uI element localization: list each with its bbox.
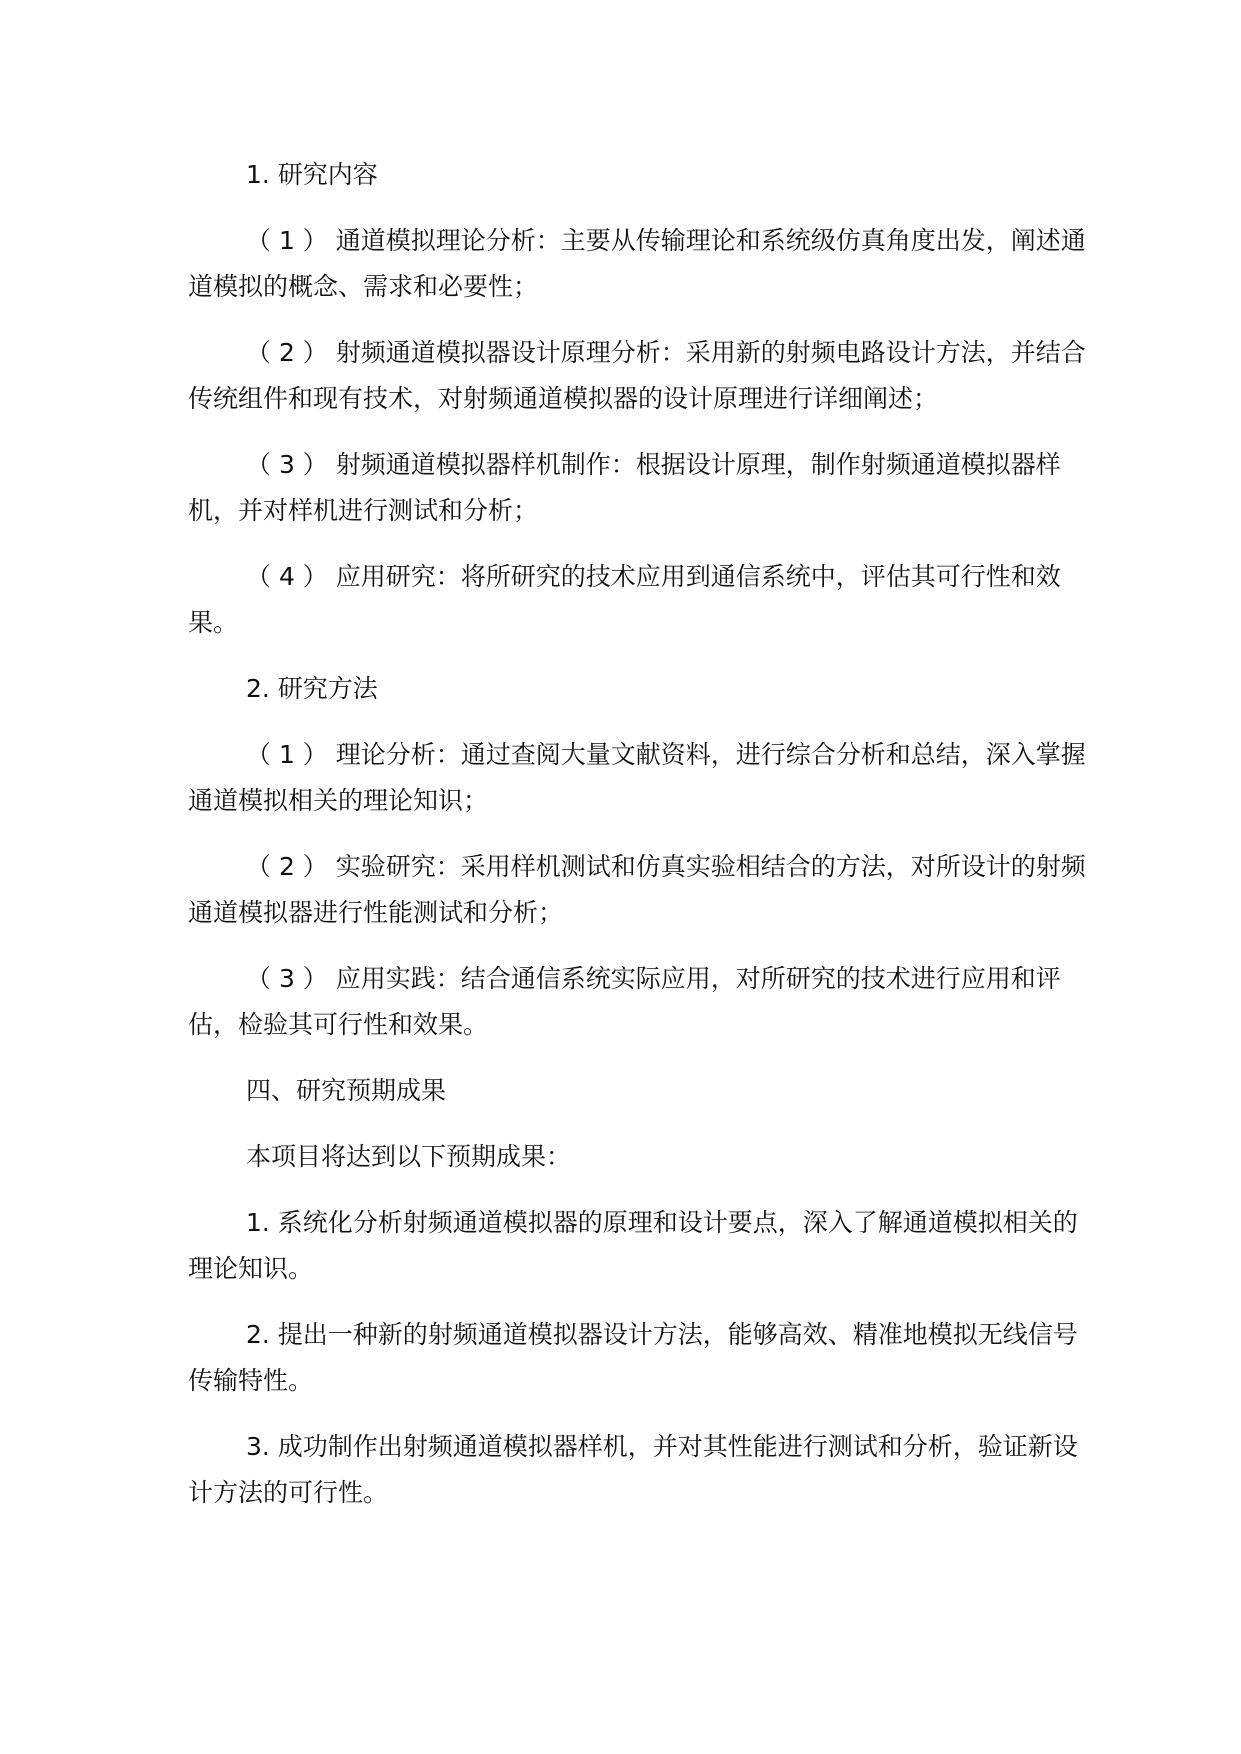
paragraph: （ 4 ） 应用研究：将所研究的技术应用到通信系统中，评估其可行性和效果。 [188, 562, 1061, 637]
heading-research-methods: 2. 研究方法 [246, 674, 378, 703]
paragraph: 本项目将达到以下预期成果： [246, 1142, 572, 1171]
document-body [188, 152, 1088, 1536]
paragraph: 1. 系统化分析射频通道模拟器的原理和设计要点，深入了解通道模拟相关的理论知识。 [188, 1208, 1078, 1283]
paragraph: 2. 提出一种新的射频通道模拟器设计方法，能够高效、精准地模拟无线信号传输特性。 [188, 1320, 1078, 1395]
paragraph: （ 3 ） 应用实践：结合通信系统实际应用，对所研究的技术进行应用和评估，检验其可行性和效果。 [188, 964, 1061, 1039]
paragraph: （ 3 ） 射频通道模拟器样机制作：根据设计原理，制作射频通道模拟器样机，并对样机进行测试和分析； [188, 450, 1061, 525]
paragraph: （ 1 ） 理论分析：通过查阅大量文献资料，进行综合分析和总结，深入掌握通道模拟相关的理论知识； [188, 740, 1086, 815]
heading-expected-results: 四、研究预期成果 [246, 1076, 447, 1105]
paragraph: （ 2 ） 实验研究：采用样机测试和仿真实验相结合的方法，对所设计的射频通道模拟器进行性能测试和分析； [188, 852, 1086, 927]
paragraph: （ 2 ） 射频通道模拟器设计原理分析：采用新的射频电路设计方法，并结合传统组件和现有技术，对射频通道模拟器的设计原理进行详细阐述； [188, 338, 1086, 413]
paragraph: （ 1 ） 通道模拟理论分析：主要从传输理论和系统级仿真角度出发，阐述通道模拟的概念、需求和必要性； [188, 226, 1086, 301]
paragraph: 3. 成功制作出射频通道模拟器样机，并对其性能进行测试和分析，验证新设计方法的可行性。 [188, 1432, 1078, 1507]
heading-research-content: 1. 研究内容 [246, 160, 378, 189]
